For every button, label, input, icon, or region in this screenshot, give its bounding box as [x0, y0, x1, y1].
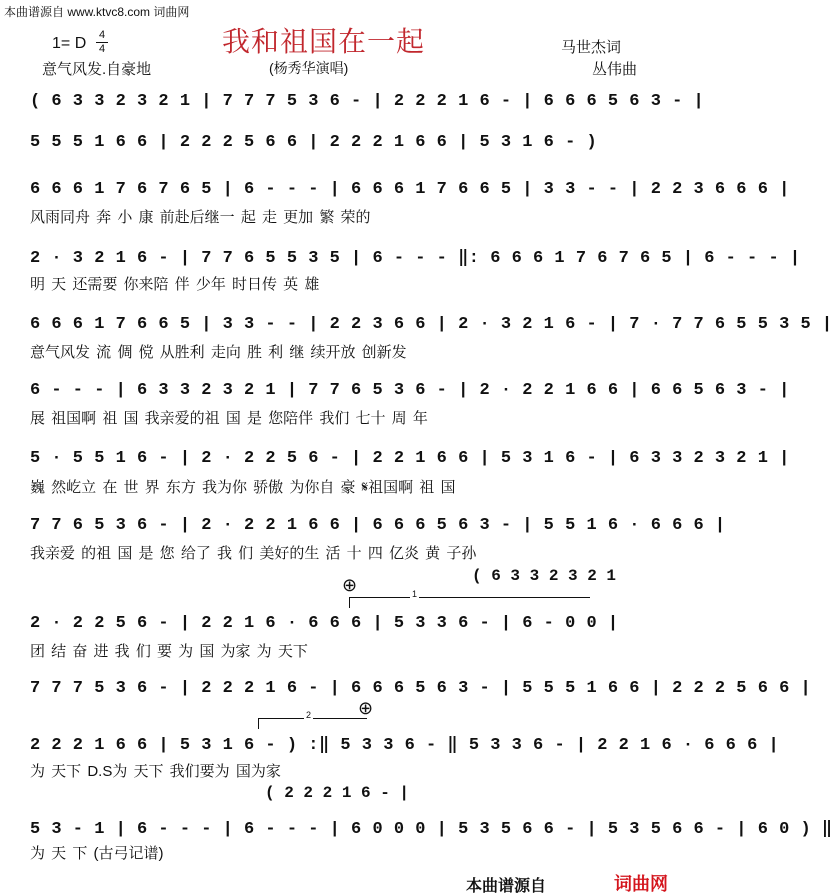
lyric-row-5: 意气风发 流 倜 傥 从胜利 走向 胜 利 继 续开放 创新发 [30, 344, 407, 361]
score-row-2: 5 5 5 1 6 6 | 2 2 2 5 6 6 | 2 2 2 1 6 6 | 5 3 1 6 - ) [30, 133, 598, 152]
lyric-row-11: 为 天下 D.S为 天下 我们要为 国为家 [30, 763, 281, 780]
score-row-10: 7 7 7 5 3 6 - | 2 2 2 1 6 - | 6 6 6 5 6 3 - | 5 5 5 1 6 6 | 2 2 2 5 6 6 | [30, 679, 812, 698]
score-row-9-pickup: ( 6 3 3 2 3 2 1 [472, 567, 617, 585]
score-row-7: 5 · 5 5 1 6 - | 2 · 2 2 5 6 - | 2 2 1 6 6 | 5 3 1 6 - | 6 3 3 2 3 2 1 | [30, 449, 790, 468]
key-signature: 1= D [52, 35, 87, 52]
composer: 丛伟曲 [592, 61, 638, 78]
lyric-row-9: 团 结 奋 进 我 们 要 为 国 为家 为 天下 [30, 643, 308, 660]
score-row-1: ( 6 3 3 2 3 2 1 | 7 7 7 5 3 6 - | 2 2 2 1 6 - | 6 6 6 5 6 3 - | [30, 92, 705, 111]
lyric-row-8: 我亲爱 的祖 国 是 您 给了 我 们 美好的生 活 十 四 亿炎 黄 子孙 [30, 545, 477, 562]
score-row-6: 6 - - - | 6 3 3 2 3 2 1 | 7 7 6 5 3 6 - | 2 · 2 2 1 6 6 | 6 6 5 6 3 - | [30, 381, 790, 400]
lyric-row-6: 展 祖国啊 祖 国 我亲爱的祖 国 是 您陪伴 我们 七十 周 年 [30, 410, 428, 427]
score-row-11: 2 2 2 1 6 6 | 5 3 1 6 - ) :‖ 5 3 3 6 - ‖ 5 3 3 6 - | 2 2 1 6 · 6 6 6 | [30, 736, 780, 755]
coda-icon: ⊕ [358, 698, 374, 718]
meter-bottom: 4 [98, 43, 106, 55]
lyric-row-3: 风雨同舟 奔 小 康 前赴后继一 起 走 更加 繁 荣的 [30, 209, 371, 226]
time-signature [96, 30, 108, 55]
lyric-row-7: 巍 然屹立 在 世 界 东方 我为你 骄傲 为你自 豪 𝄋祖国啊 祖 国 [30, 479, 456, 496]
performer: (杨秀华演唱) [269, 60, 349, 76]
tempo-marking: 意气风发.自豪地 [42, 61, 152, 78]
lyric-row-4: 明 天 还需要 你来陪 伴 少年 时日传 英 雄 [30, 276, 320, 293]
lyric-row-13: 为 天 下 (古弓记谱) [30, 845, 164, 862]
volta-bracket-1 [349, 597, 590, 608]
score-row-4: 2 · 3 2 1 6 - | 7 7 6 5 5 3 5 | 6 - - - ‖: 6 6 6 1 7 6 7 6 5 | 6 - - - | [30, 249, 801, 268]
lyricist: 马世杰词 [561, 39, 622, 56]
score-row-5: 6 6 6 1 7 6 6 5 | 3 3 - - | 2 2 3 6 6 | 2 · 3 2 1 6 - | 7 · 7 7 6 5 5 3 5 | [30, 315, 833, 334]
coda-icon: ⊕ [342, 575, 358, 595]
site-banner: 本曲谱源自 www.ktvc8.com 词曲网 [4, 5, 190, 19]
score-row-13: 5 3 - 1 | 6 - - - | 6 - - - | 6 0 0 0 | 5 3 5 6 6 - | 5 3 5 6 6 - | 6 0 ) ‖ [30, 820, 833, 839]
volta-number-2: 2 [306, 710, 312, 720]
site-logo: 词曲网 [614, 874, 668, 894]
volta-number-1: 1 [412, 589, 418, 599]
score-row-8: 7 7 6 5 3 6 - | 2 · 2 2 1 6 6 | 6 6 6 5 6 3 - | 5 5 1 6 · 6 6 6 | [30, 516, 726, 535]
score-row-9: 2 · 2 2 5 6 - | 2 2 1 6 · 6 6 6 | 5 3 3 6 - | 6 - 0 0 | [30, 614, 619, 633]
meter-top: 4 [98, 29, 106, 41]
score-row-12-pickup: ( 2 2 2 1 6 - | [265, 784, 410, 802]
score-row-3: 6 6 6 1 7 6 7 6 5 | 6 - - - | 6 6 6 1 7 6 6 5 | 3 3 - - | 2 2 3 6 6 6 | [30, 180, 790, 199]
footer-source-text: 本曲谱源自 [466, 878, 547, 895]
song-title: 我和祖国在一起 [222, 25, 426, 58]
